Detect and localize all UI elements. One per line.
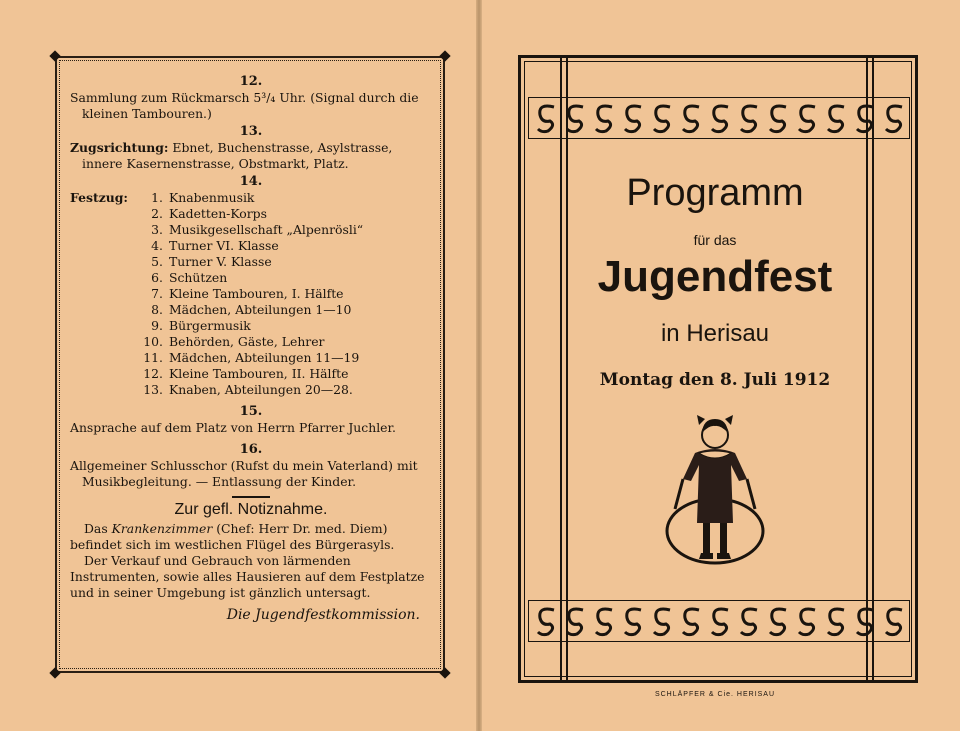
parade-item-number: 10. [143, 334, 163, 349]
notice-text: Das [84, 521, 112, 536]
scroll-ornament [712, 609, 728, 635]
ornamental-band-bottom [528, 600, 910, 642]
scroll-ornament [799, 106, 815, 132]
girl-with-hoop-illustration [655, 413, 775, 573]
festzug-block [70, 190, 432, 398]
scroll-ornament [828, 609, 844, 635]
scroll-ornament [886, 609, 902, 635]
parade-item-label: Schützen [169, 270, 228, 285]
parade-item-label: Kadetten-Korps [169, 206, 267, 221]
cover-title: Programm [626, 172, 804, 214]
parade-item-label: Turner VI. Klasse [169, 238, 279, 253]
parade-item-number: 2. [151, 206, 163, 221]
scroll-ornament [770, 106, 786, 132]
scroll-ornament [886, 106, 902, 132]
parade-item-label: Mädchen, Abteilungen 1—10 [169, 302, 352, 317]
scroll-ornament [567, 609, 583, 635]
notice-emphasis: Krankenzimmer [111, 521, 213, 536]
parade-item-label: Musikgesellschaft „Alpenrösli“ [169, 222, 364, 237]
parade-item-number: 7. [151, 286, 163, 301]
parade-item [140, 286, 363, 302]
section-number: 16. [239, 442, 263, 457]
parade-item-label: Behörden, Gäste, Lehrer [169, 334, 325, 349]
parade-item-number: 11. [143, 350, 163, 365]
scroll-ornament [828, 106, 844, 132]
parade-item-label: Kleine Tambouren, II. Hälfte [169, 366, 349, 381]
section-text [70, 140, 432, 172]
parade-item-label: Knaben, Abteilungen 20—28. [169, 382, 353, 397]
parade-order-list [140, 190, 363, 398]
program-list [70, 72, 432, 623]
scroll-ornament [654, 609, 670, 635]
parade-item [140, 190, 363, 206]
parade-item [140, 334, 363, 350]
scroll-ornament [683, 609, 699, 635]
scroll-ornament [741, 609, 757, 635]
section-text: Allgemeiner Schlusschor (Rufst du mein Vaterland) mit Musikbegleitung. — Entlassung der Kinder. [70, 458, 418, 489]
event-date: Montag den 8. Juli 1912 [599, 370, 831, 390]
parade-item [140, 254, 363, 270]
parade-item-number: 6. [151, 270, 163, 285]
parade-item-number: 3. [151, 222, 163, 237]
vertical-ornament-bar [560, 58, 568, 680]
event-place: in Herisau [660, 320, 770, 347]
scroll-ornament [770, 609, 786, 635]
section-text: Ansprache auf dem Platz von Herrn Pfarrer Juchler. [70, 420, 396, 435]
scroll-ornament [683, 106, 699, 132]
parade-item-number: 4. [151, 238, 163, 253]
parade-item-number: 12. [143, 366, 163, 381]
scroll-ornament [538, 106, 554, 132]
scroll-ornament [567, 106, 583, 132]
scroll-ornament [857, 106, 873, 132]
ornamental-band-top [528, 97, 910, 139]
parade-item-number: 13. [143, 382, 163, 397]
parade-item-number: 9. [151, 318, 163, 333]
section-number: 13. [239, 124, 263, 139]
parade-item [140, 270, 363, 286]
cover-border [518, 55, 918, 683]
scroll-ornament [857, 609, 873, 635]
signature: Die Jugendfestkommission. [226, 607, 420, 623]
section-label: Festzug: [70, 190, 128, 205]
cover-subtitle: für das [693, 232, 737, 248]
vertical-ornament-bar [866, 58, 874, 680]
section-number: 12. [239, 74, 263, 89]
parade-item-label: Mädchen, Abteilungen 11—19 [169, 350, 360, 365]
parade-item-label: Bürgermusik [169, 318, 251, 333]
parade-item-label: Turner V. Klasse [169, 254, 272, 269]
parade-item [140, 350, 363, 366]
parade-item [140, 238, 363, 254]
parade-item [140, 366, 363, 382]
notice-paragraph [70, 521, 432, 553]
parade-item-number: 5. [151, 254, 163, 269]
scroll-ornament [741, 106, 757, 132]
scroll-ornament [625, 609, 641, 635]
parade-item-number: 8. [151, 302, 163, 317]
parade-item [140, 302, 363, 318]
scroll-ornament [712, 106, 728, 132]
section-number: 15. [239, 404, 263, 419]
event-name: Jugendfest [597, 252, 833, 301]
section-text: Sammlung zum Rückmarsch 5³/₄ Uhr. (Signal durch die kleinen Tambouren.) [70, 90, 419, 121]
section-label: Zugsrichtung: [70, 140, 169, 155]
scroll-ornament [596, 106, 612, 132]
divider [232, 496, 270, 498]
route-text: Ebnet, Buchenstrasse, Asylstrasse, innere Kasernenstrasse, Obstmarkt, Platz. [82, 140, 393, 171]
parade-item [140, 222, 363, 238]
notice-text: (Chef: Herr Dr. med. Diem) befindet sich im westlichen Flügel des Bürgerasyls. [70, 521, 395, 552]
scroll-ornament [654, 106, 670, 132]
scroll-ornament [625, 106, 641, 132]
section-number: 14. [239, 174, 263, 189]
printer-credit: SCHLÄPFER & Cie. HERISAU [654, 691, 776, 698]
parade-item-number: 1. [151, 190, 163, 205]
scroll-ornament [538, 609, 554, 635]
parade-item-label: Kleine Tambouren, I. Hälfte [169, 286, 344, 301]
parade-item [140, 318, 363, 334]
scroll-ornament [799, 609, 815, 635]
parade-item [140, 206, 363, 222]
scroll-ornament [596, 609, 612, 635]
notice-heading: Zur gefl. Notiznahme. [174, 501, 328, 518]
notice-paragraph: Der Verkauf und Gebrauch von lärmenden Instrumenten, sowie alles Hausieren auf dem Festplatze und in seiner Umgebung ist gänzlich untersagt. [70, 553, 425, 600]
parade-item [140, 382, 363, 398]
page-fold [476, 0, 482, 731]
parade-item-label: Knabenmusik [169, 190, 255, 205]
